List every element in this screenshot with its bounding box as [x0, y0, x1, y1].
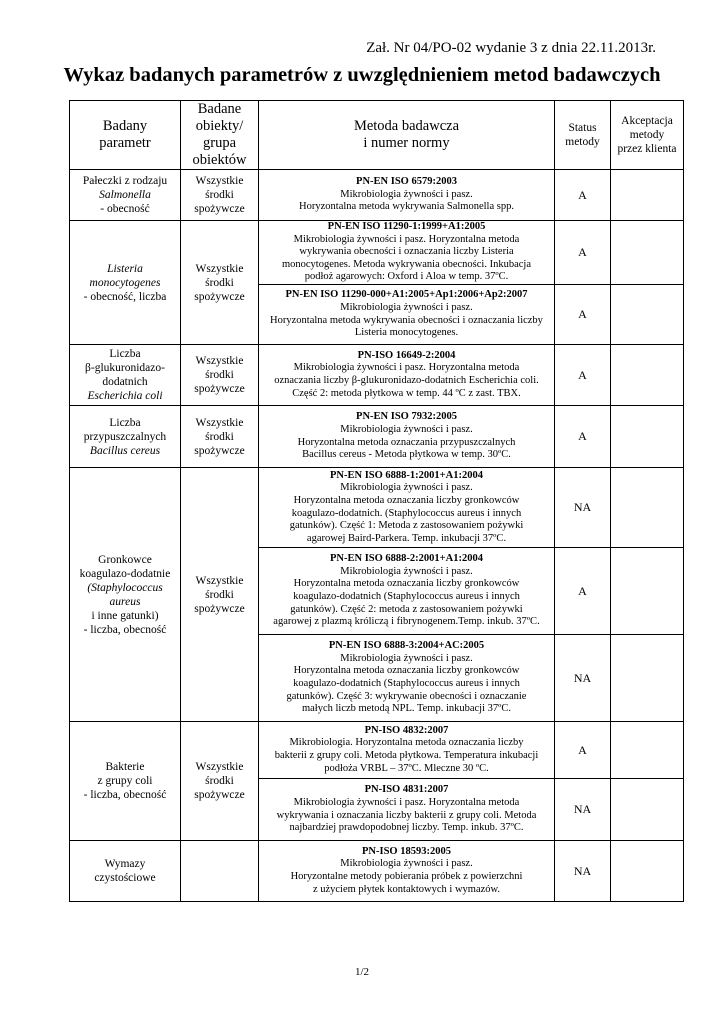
method-description-line: Mikrobiologia żywności i pasz.: [340, 565, 473, 577]
status-cell: A: [555, 221, 611, 285]
param-line: β-glukuronidazo-: [85, 362, 165, 374]
status-cell: NA: [555, 635, 611, 722]
method-cell: [259, 170, 555, 221]
method-description-line: Mikrobiologia żywności i pasz.: [340, 482, 473, 494]
norm-number: PN-EN ISO 6888-2:2001+A1:2004: [330, 553, 483, 565]
method-description-line: podłoża VRBL – 37ºC. Mleczne 30 ºC.: [324, 762, 489, 774]
param-line: - obecność: [100, 203, 150, 215]
norm-number: PN-ISO 18593:2005: [362, 845, 451, 857]
header-param-line: parametr: [99, 135, 151, 151]
method-cell: [259, 841, 555, 902]
accept-cell: [611, 841, 684, 902]
param-line: Pałeczki z rodzaju: [82, 175, 168, 187]
param-line: dodatnich: [102, 376, 148, 388]
method-description-line: bakterii z grupy coli. Metoda płytkowa. Temperatura inkubacji: [274, 750, 539, 761]
param-line: (Staphylococcus: [87, 581, 163, 594]
param-line: Bakterie: [105, 761, 145, 773]
param-line: koagulazo-dodatnie: [79, 567, 171, 580]
objects-cell: [181, 468, 259, 722]
status-cell: A: [555, 285, 611, 345]
param-line: - liczba, obecność: [83, 789, 167, 801]
objects-cell: [181, 841, 259, 902]
method-description-line: Listeria monocytogenes.: [354, 327, 459, 339]
param-line: i inne gatunki): [91, 609, 159, 622]
method-description-line: gatunków). Część 1: Metoda z zastosowaniem pożywki: [289, 520, 524, 532]
method-cell: [259, 285, 555, 345]
objects-line: spożywcze: [194, 602, 245, 615]
method-description-line: Horyzontalna metoda wykrywania Salmonella spp.: [299, 201, 514, 213]
param-line: Wymazy: [104, 858, 146, 870]
param-line: Salmonella: [99, 189, 151, 201]
param-line: Listeria: [107, 262, 143, 275]
param-cell: [70, 221, 181, 345]
table-row: [70, 221, 684, 285]
norm-number: PN-ISO 4832:2007: [364, 724, 449, 736]
param-line: czystościowe: [94, 872, 156, 884]
method-description-line: koagulazo-dodatnich. (Staphylococcus aureus i innych: [291, 507, 522, 519]
document-title: Wykaz badanych parametrów z uwzględnieniem metod badawczych: [63, 64, 661, 86]
objects-line: środki: [205, 775, 234, 787]
param-cell: [70, 841, 181, 902]
param-cell: [70, 170, 181, 221]
norm-number: PN-ISO 16649-2:2004: [357, 349, 456, 361]
header-status-line: metody: [565, 136, 600, 148]
objects-line: Wszystkie: [195, 175, 244, 187]
method-description-line: Mikrobiologia. Horyzontalna metoda oznaczania liczby: [289, 737, 524, 749]
param-line: Liczba: [109, 416, 141, 429]
objects-line: Wszystkie: [195, 262, 244, 275]
accept-cell: [611, 285, 684, 345]
method-cell: [259, 345, 555, 406]
accept-cell: [611, 345, 684, 406]
method-description-line: agarowej Baird-Parkera. Temp. inkubacji 37ºC.: [306, 532, 507, 544]
table-row: [70, 345, 684, 406]
method-description-line: Mikrobiologia żywności i pasz.: [340, 858, 473, 870]
objects-line: spożywcze: [194, 203, 245, 215]
objects-line: środki: [205, 276, 234, 289]
document-reference: Zał. Nr 04/PO-02 wydanie 3 z dnia 22.11.2013r.: [366, 40, 656, 56]
header-accept: [611, 101, 684, 170]
param-line: Bacillus cereus: [89, 444, 161, 457]
norm-number: PN-EN ISO 7932:2005: [356, 411, 457, 423]
header-objects: [181, 101, 259, 170]
method-cell: [259, 779, 555, 841]
param-line: Escherichia coli: [87, 390, 163, 402]
table-row: [70, 722, 684, 779]
method-description-line: Mikrobiologia żywności i pasz.: [340, 301, 473, 313]
objects-line: Wszystkie: [195, 761, 244, 773]
objects-line: środki: [205, 369, 234, 381]
norm-number: PN-EN ISO 11290-1:1999+A1:2005: [327, 221, 486, 233]
method-cell: [259, 468, 555, 548]
param-line: aureus: [109, 595, 141, 608]
objects-line: środki: [205, 588, 234, 601]
status-cell: NA: [555, 779, 611, 841]
header-param: [70, 101, 181, 170]
header-status-line: Status: [568, 122, 597, 134]
norm-number: PN-EN ISO 11290-000+A1:2005+Ap1:2006+Ap2:2007: [285, 289, 528, 301]
method-description-line: Horyzontalna metoda oznaczania liczby gronkowców: [293, 665, 520, 677]
method-description-line: Mikrobiologia żywności i pasz.: [340, 423, 473, 435]
status-cell: A: [555, 345, 611, 406]
param-line: z grupy coli: [97, 775, 153, 787]
param-cell: [70, 722, 181, 841]
objects-line: spożywcze: [194, 290, 245, 303]
method-description-line: z użyciem płytek kontaktowych i wymazów.: [312, 883, 501, 895]
accept-cell: [611, 635, 684, 722]
param-line: Liczba: [109, 348, 141, 360]
header-method-line: i numer normy: [363, 135, 450, 151]
header-objects-line: obiektów: [192, 152, 247, 168]
status-cell: NA: [555, 468, 611, 548]
method-cell: [259, 548, 555, 635]
param-cell: [70, 345, 181, 406]
method-description-line: agarowej z plazmą króliczą i fibrynogenem.Temp. inkub. 37ºC.: [273, 616, 540, 628]
method-description-line: Mikrobiologia żywności i pasz.: [340, 188, 473, 200]
param-line: Gronkowce: [98, 553, 152, 566]
method-description-line: Mikrobiologia żywności i pasz. Horyzontalna metoda: [293, 796, 520, 808]
accept-cell: [611, 221, 684, 285]
objects-line: środki: [205, 430, 234, 443]
method-description-line: podłoż agarowych: Oxford i Aloa w temp. 37ºC.: [304, 271, 509, 283]
accept-cell: [611, 722, 684, 779]
accept-cell: [611, 406, 684, 468]
objects-line: Wszystkie: [195, 355, 244, 367]
param-line: monocytogenes: [89, 276, 161, 289]
method-description-line: Horyzontalna metoda oznaczania liczby gronkowców: [293, 578, 520, 590]
param-cell: [70, 468, 181, 722]
objects-cell: [181, 170, 259, 221]
objects-line: środki: [205, 189, 234, 201]
method-description-line: Horyzontalna metoda oznaczania przypuszczalnych: [297, 436, 516, 448]
method-description-line: koagulazo-dodatnich (Staphylococcus aureus i innych: [293, 591, 520, 602]
table-row: [70, 468, 684, 548]
status-cell: A: [555, 548, 611, 635]
header-accept-line: przez klienta: [617, 143, 677, 155]
table-row: [70, 170, 684, 221]
objects-cell: [181, 221, 259, 345]
header-status: [555, 101, 611, 170]
header-objects-line: obiekty/: [195, 118, 244, 134]
objects-line: spożywcze: [194, 444, 245, 457]
method-cell: [259, 406, 555, 468]
objects-line: spożywcze: [194, 789, 245, 801]
norm-number: PN-EN ISO 6579:2003: [356, 176, 457, 188]
param-line: przypuszczalnych: [83, 430, 167, 443]
method-description-line: Horyzontalna metoda oznaczania liczby gronkowców: [293, 494, 520, 506]
objects-cell: [181, 406, 259, 468]
method-description-line: wykrywania i oznaczania liczby bakterii z grupy coli. Metoda: [276, 809, 537, 821]
param-cell: [70, 406, 181, 468]
status-cell: A: [555, 722, 611, 779]
param-line: - liczba, obecność: [83, 623, 167, 636]
accept-cell: [611, 468, 684, 548]
method-description-line: Część 2: metoda płytkowa w temp. 44 ºC z zast. TBX.: [292, 387, 521, 399]
method-cell: [259, 221, 555, 285]
page-number: 1/2: [354, 966, 370, 978]
method-description-line: Mikrobiologia żywności i pasz.: [340, 652, 473, 664]
method-description-line: Mikrobiologia żywności i pasz. Horyzontalna metoda: [293, 362, 520, 374]
method-cell: [259, 722, 555, 779]
method-description-line: koagulazo-dodatnich (Staphylococcus aureus i innych: [293, 678, 520, 689]
method-description-line: gatunków). Część 3: wykrywanie obecności i oznaczanie: [286, 690, 527, 702]
norm-number: PN-ISO 4831:2007: [364, 784, 449, 796]
method-description-line: małych liczb metodą NPL. Temp. inkubacji 37ºC.: [301, 703, 512, 715]
table-row: [70, 841, 684, 902]
param-line: - obecność, liczba: [83, 290, 167, 303]
parameters-table: [69, 100, 684, 902]
header-accept-line: metody: [629, 129, 665, 141]
method-cell: [259, 635, 555, 722]
objects-cell: [181, 345, 259, 406]
method-description-line: Mikrobiologia żywności i pasz. Horyzontalna metoda: [293, 233, 520, 245]
method-description-line: gatunków). Część 2: metoda z zastosowaniem pożywki: [290, 603, 523, 615]
objects-line: spożywcze: [194, 383, 245, 395]
table-body: [70, 170, 684, 902]
method-description-line: wykrywania obecności i oznaczania liczby Listeria: [299, 246, 514, 258]
status-cell: A: [555, 170, 611, 221]
status-cell: NA: [555, 841, 611, 902]
objects-cell: [181, 722, 259, 841]
header-param-line: Badany: [102, 118, 148, 134]
header-method: [259, 101, 555, 170]
method-description-line: Horyzontalna metoda wykrywania obecności i oznaczania liczby: [270, 314, 543, 326]
accept-cell: [611, 779, 684, 841]
method-description-line: oznaczania liczby β-glukuronidazo-dodatnich Escherichia coli.: [274, 375, 539, 386]
method-description-line: najbardziej prawdopodobnej liczby. Temp. inkub. 37ºC.: [289, 822, 524, 834]
table-row: [70, 406, 684, 468]
status-cell: A: [555, 406, 611, 468]
objects-line: Wszystkie: [195, 416, 244, 429]
method-description-line: Bacillus cereus - Metoda płytkowa w temp. 30ºC.: [302, 449, 511, 461]
accept-cell: [611, 548, 684, 635]
header-objects-line: grupa: [202, 135, 236, 151]
norm-number: PN-EN ISO 6888-1:2001+A1:2004: [330, 469, 483, 481]
method-description-line: Horyzontalne metody pobierania próbek z powierzchni: [290, 871, 523, 882]
header-method-line: Metoda badawcza: [353, 118, 460, 134]
header-accept-line: Akceptacja: [621, 115, 673, 127]
accept-cell: [611, 170, 684, 221]
objects-line: Wszystkie: [195, 574, 244, 587]
method-description-line: monocytogenes. Metoda wykrywania obecności. Inkubacja: [281, 258, 531, 270]
norm-number: PN-EN ISO 6888-3:2004+AC:2005: [328, 640, 485, 652]
table-header-row: [70, 101, 684, 170]
header-objects-line: Badane: [197, 101, 242, 117]
